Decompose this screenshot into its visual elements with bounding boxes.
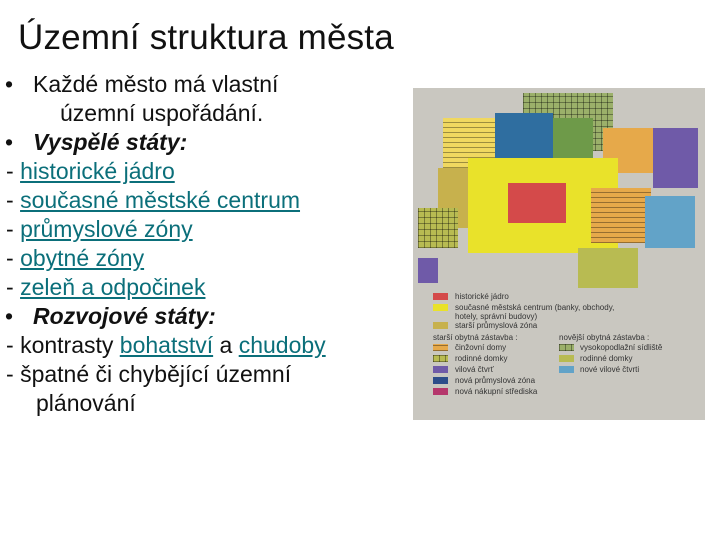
legend-label-center-2: hotely, správní budovy) <box>455 312 538 321</box>
list-item-industrial: - průmyslové zóny <box>6 216 193 242</box>
bullet-dot: • <box>5 303 14 329</box>
legend-swatch-family-new <box>559 355 574 362</box>
link-historic[interactable]: historické jádro <box>20 158 175 184</box>
list-item-residential: - obytné zóny <box>6 245 145 271</box>
city-structure-diagram <box>413 88 705 420</box>
text-segment: kontrasty <box>20 332 120 358</box>
legend-swatch-shopping <box>433 388 448 395</box>
link-industrial[interactable]: průmyslové zóny <box>20 216 193 242</box>
list-item-center: - současné městské centrum <box>6 187 301 213</box>
block-tenement-2 <box>591 188 651 243</box>
legend-label-family-new: rodinné domky <box>580 354 633 363</box>
block-villa-left <box>418 258 438 283</box>
legend-label-highrise: vysokopodlažní sídliště <box>580 343 663 352</box>
slide-title: Územní struktura města <box>18 18 394 57</box>
legend-swatch-center <box>433 304 448 311</box>
block-historic <box>508 183 566 223</box>
legend-heading-older: starší obytná zástavba : <box>433 333 518 342</box>
legend-label-villa: vilová čtvrť <box>455 365 494 374</box>
legend-label-new-industrial: nová průmyslová zóna <box>455 376 536 385</box>
legend-label-new-villa: nové vilové čtvrti <box>580 365 640 374</box>
legend-heading-newer: novější obytná zástavba : <box>559 333 650 342</box>
text-segment: a <box>213 332 239 358</box>
list-item-planning-continuation: plánování <box>36 390 136 416</box>
list-item-planning: - špatné či chybějící územní <box>6 361 292 387</box>
legend-swatch-family-old <box>433 355 448 362</box>
bullet-dot: • <box>5 129 14 155</box>
list-item-historic: - historické jádro <box>6 158 175 184</box>
link-residential[interactable]: obytné zóny <box>20 245 145 271</box>
text-segment: špatné či chybějící územní <box>20 361 292 387</box>
link-wealth[interactable]: bohatství <box>119 332 214 358</box>
block-family-bottom <box>578 248 638 288</box>
legend-swatch-historic <box>433 293 448 300</box>
link-green[interactable]: zeleň a odpočinek <box>20 274 206 300</box>
legend-label-shopping: nová nákupní střediska <box>455 387 538 396</box>
legend-swatch-industrial-old <box>433 322 448 329</box>
block-new-villa-right <box>645 196 695 248</box>
block-family-left <box>418 208 458 248</box>
bullet-list <box>0 70 410 418</box>
legend-swatch-villa <box>433 366 448 373</box>
bullet-heading: Vyspělé státy: <box>33 129 188 155</box>
legend-swatch-highrise <box>559 344 574 351</box>
legend-label-tenement: činžovní domy <box>455 343 507 352</box>
list-item-green: - zeleň a odpočinek <box>6 274 206 300</box>
legend-label-center: současné městská centrum (banky, obchody, <box>455 303 615 312</box>
bullet-city-structure <box>0 70 410 99</box>
legend-label-historic: historické jádro <box>455 292 509 301</box>
bullet-developed <box>0 128 410 157</box>
legend-swatch-new-villa <box>559 366 574 373</box>
block-villa <box>653 128 698 188</box>
block-green <box>553 118 593 163</box>
legend-label-industrial-old: starší průmyslová zóna <box>455 321 538 330</box>
legend-swatch-new-industrial <box>433 377 448 384</box>
bullet-text: Každé město má vlastní <box>33 71 279 97</box>
link-center[interactable]: současné městské centrum <box>20 187 301 213</box>
legend-label-family-old: rodinné domky <box>455 354 508 363</box>
bullet-heading: Rozvojové státy: <box>33 303 216 329</box>
bullet-dot: • <box>5 71 14 97</box>
legend-swatch-tenement <box>433 344 448 351</box>
link-poverty[interactable]: chudoby <box>238 332 326 358</box>
bullet-continuation: územní uspořádání. <box>60 100 264 126</box>
list-item-contrasts: - kontrasty bohatství a chudoby <box>6 332 326 358</box>
bullet-developing <box>0 302 410 331</box>
